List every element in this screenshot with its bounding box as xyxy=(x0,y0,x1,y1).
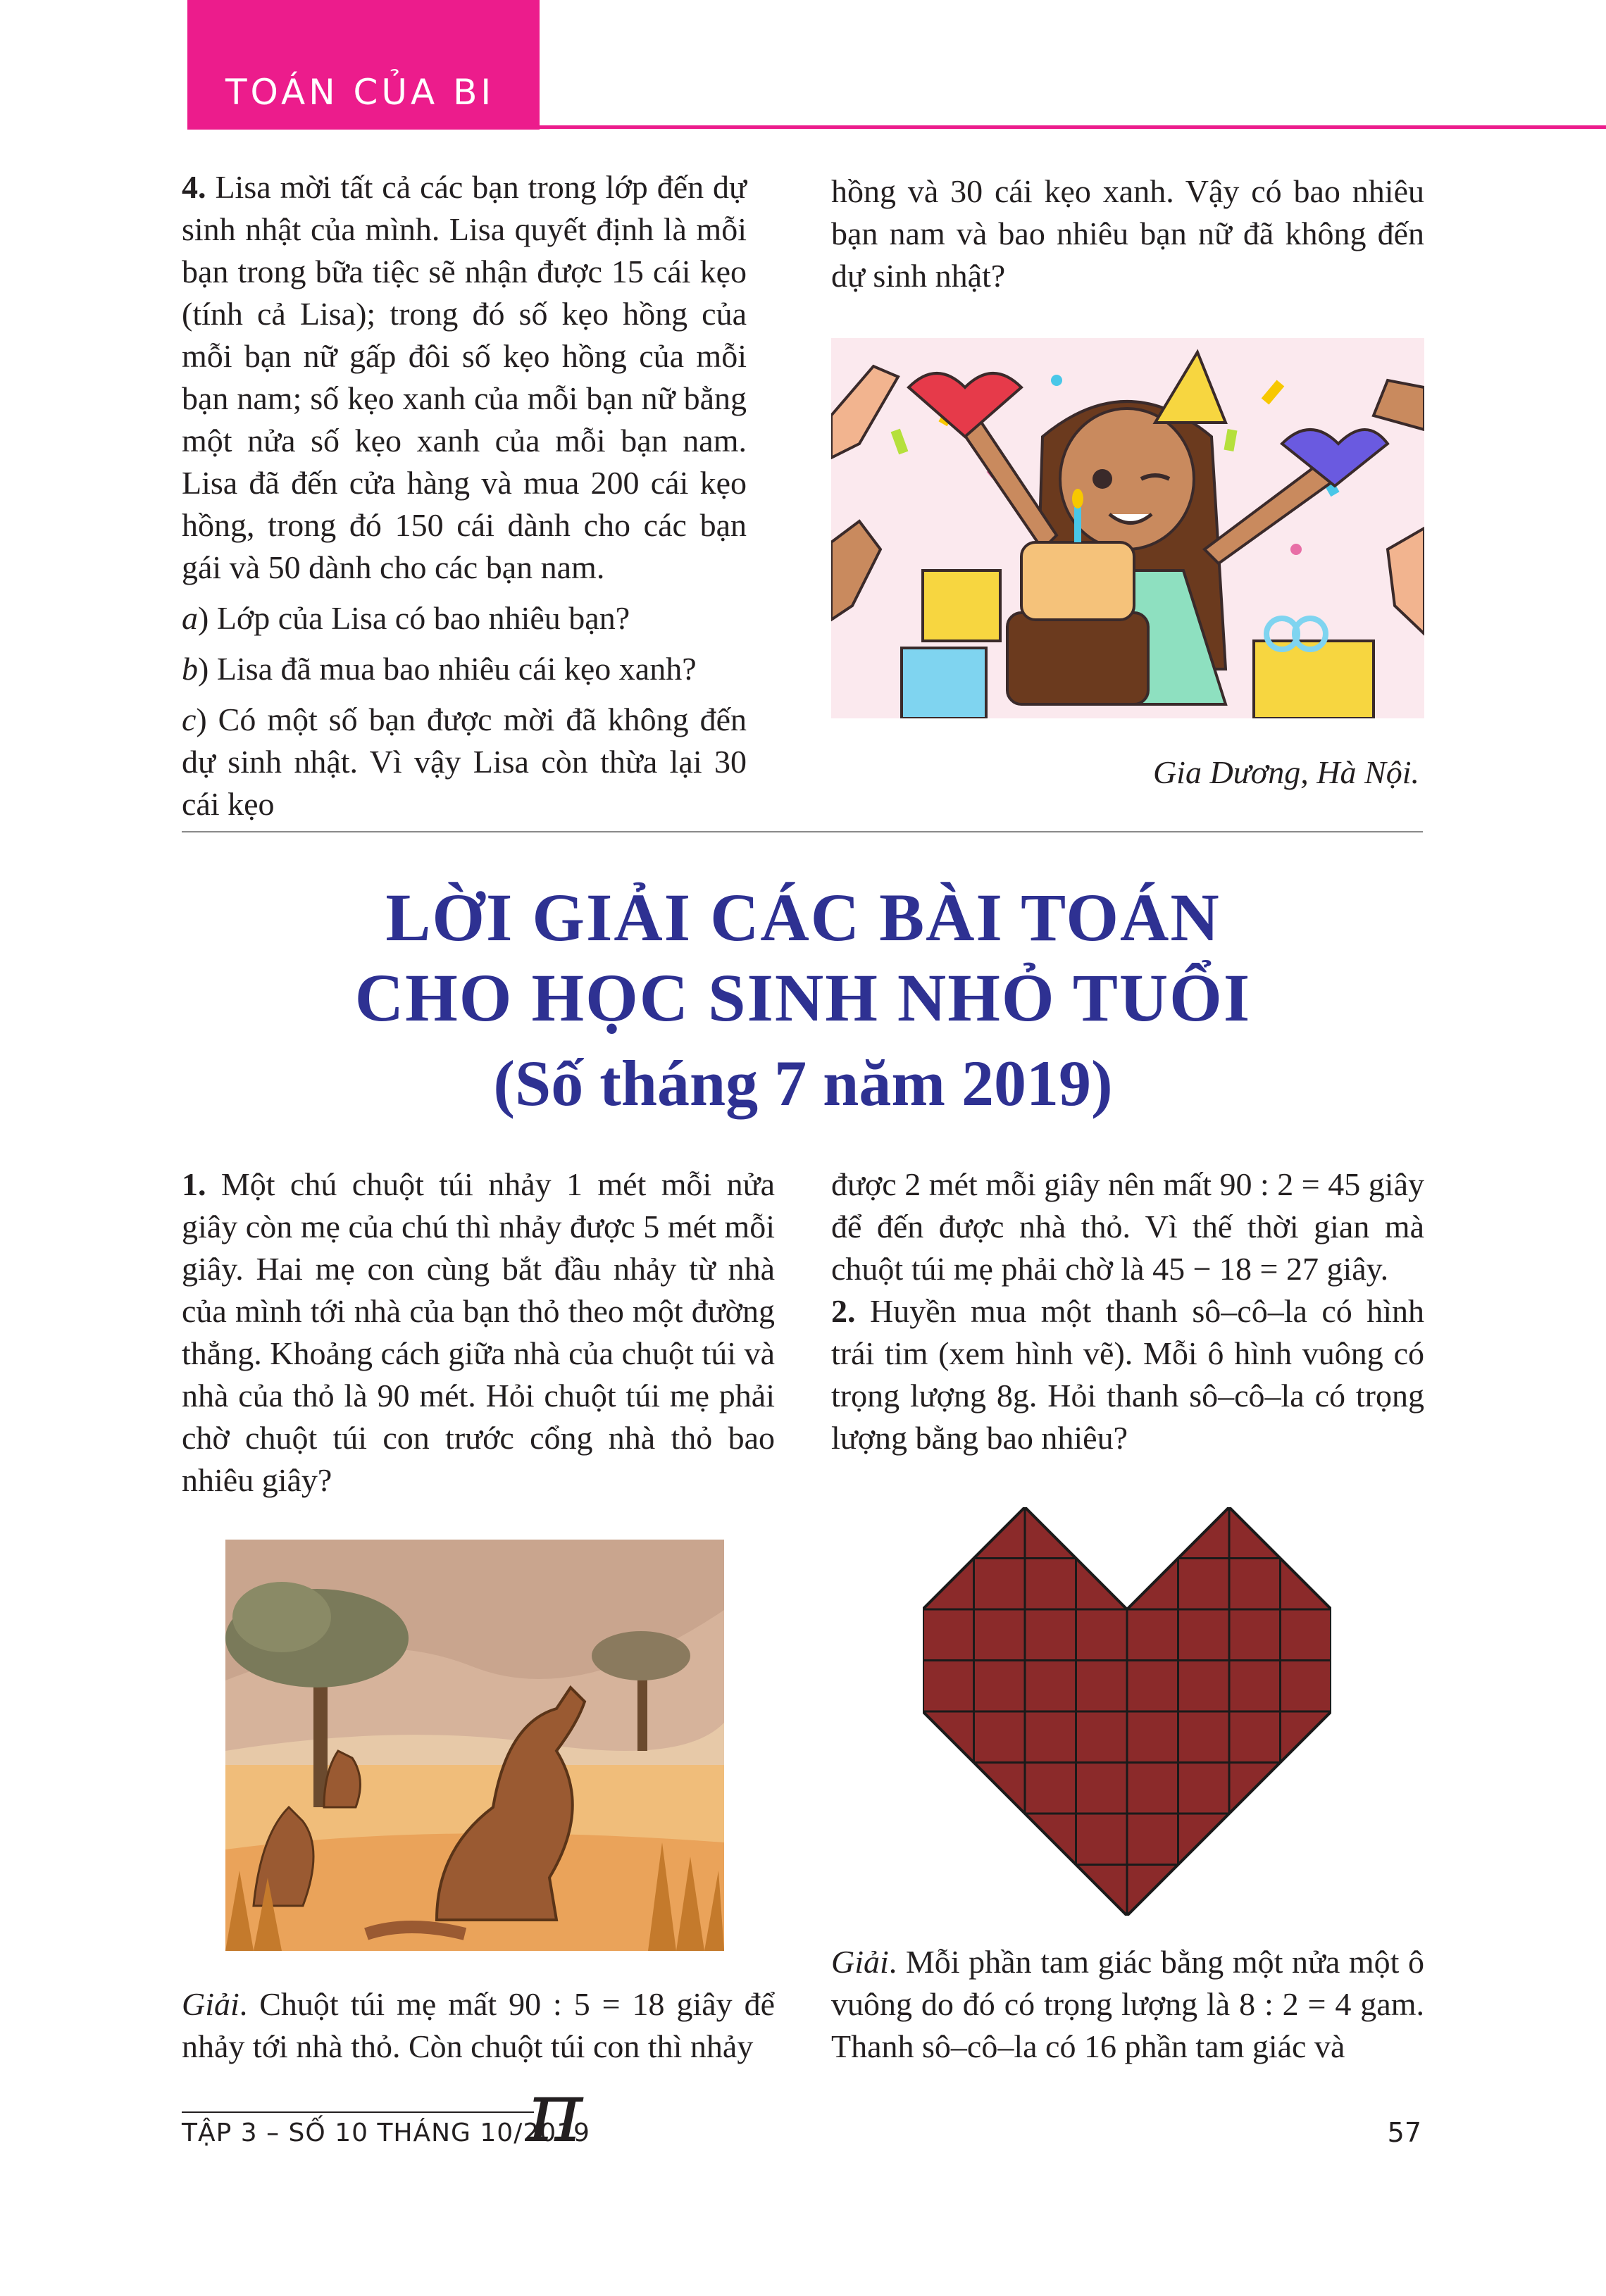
header-rule xyxy=(540,125,1606,129)
pi-logo: π xyxy=(527,2064,583,2161)
solution-label: Giải xyxy=(831,1944,889,1980)
problem4-body xyxy=(182,166,747,589)
solutions-title-line2: CHO HỌC SINH NHỎ TUỔI xyxy=(354,960,1252,1035)
problem4-column-right xyxy=(831,170,1424,297)
problem-number: 4. xyxy=(182,169,206,205)
problem1-column-right xyxy=(831,1163,1424,1459)
solutions-title-line1: LỜI GIẢI CÁC BÀI TOÁN xyxy=(385,880,1221,955)
problem-number: 1. xyxy=(182,1166,206,1202)
section-title: TOÁN CỦA BI xyxy=(225,72,495,113)
issue-info: TẬP 3 – SỐ 10 THÁNG 10/2019 xyxy=(182,2119,590,2147)
problem4-column-left xyxy=(182,166,747,825)
birthday-party-illustration xyxy=(831,338,1424,718)
kangaroo-illustration xyxy=(225,1540,724,1951)
problem2-solution: Giải. Mỗi phần tam giác bằng một nửa một ô vuông do đó có trọng lượng là 8 : 2 = 4 gam. Thanh sô–cô–la có 16 phần tam giác và xyxy=(831,1944,1424,2064)
problem4-credit: Gia Dương, Hà Nội. xyxy=(1152,754,1419,790)
problem1-column-left xyxy=(182,1163,775,1502)
problem1-solution-cont: được 2 mét mỗi giây nên mất 90 : 2 = 45 giây để đến được nhà thỏ. Vì thế thời gian mà chuột túi mẹ phải chờ là 45 − 18 = 27 giây. xyxy=(831,1166,1424,1287)
footer-rule xyxy=(182,2111,534,2113)
problem4-question-b: b) Lisa đã mua bao nhiêu cái kẹo xanh? xyxy=(182,651,697,687)
problem4-question-a: a) Lớp của Lisa có bao nhiêu bạn? xyxy=(182,600,630,636)
problem1-solution: Giải. Chuột túi mẹ mất 90 : 5 = 18 giây để nhảy tới nhà thỏ. Còn chuột túi con thì nhảy xyxy=(182,1986,775,2064)
page-number: 57 xyxy=(1387,2117,1421,2148)
problem4-question-c-cont: hồng và 30 cái kẹo xanh. Vậy có bao nhiêu bạn nam và bao nhiêu bạn nữ đã không đến dự sinh nhật? xyxy=(831,173,1424,294)
problem4-text: Lisa mời tất cả các bạn trong lớp đến dự sinh nhật của mình. Lisa quyết định là mỗi bạn trong bữa tiệc sẽ nhận được 15 cái kẹo (tính cả Lisa); trong đó số kẹo hồng của mỗi bạn nữ gấp đôi số kẹo hồng của mỗi bạn nam; số kẹo xanh của mỗi bạn nữ bằng một nửa số kẹo xanh của mỗi bạn nam. Lisa đã đến cửa hàng và mua 200 cái kẹo hồng, trong đó 150 cái dành cho các bạn gái và 50 dành cho các bạn nam. xyxy=(182,169,747,585)
problem4-question-c: c) Có một số bạn được mời đã không đến dự sinh nhật. Vì vậy Lisa còn thừa lại 30 cái kẹo xyxy=(182,701,747,822)
solutions-title-line3: (Số tháng 7 năm 2019) xyxy=(493,1047,1113,1119)
problem1-body: 1. Một chú chuột túi nhảy 1 mét mỗi nửa giây còn mẹ của chú thì nhảy được 5 mét mỗi giây. Hai mẹ con cùng bắt đầu nhảy từ nhà của mình tới nhà của bạn thỏ theo một đường thẳng. Khoảng cách giữa nhà của chuột túi và nhà của thỏ là 90 mét. Hỏi chuột túi mẹ phải chờ chuột túi con trước cổng nhà thỏ bao nhiêu giây? xyxy=(182,1166,775,1498)
problem2-body: 2. Huyền mua một thanh sô–cô–la có hình trái tim (xem hình vẽ). Mỗi ô hình vuông có trọng lượng 8g. Hỏi thanh sô–cô–la có trọng lượng bằng bao nhiêu? xyxy=(831,1293,1425,1456)
solution-label: Giải xyxy=(182,1986,239,2022)
heart-chocolate-grid xyxy=(923,1507,1331,1916)
section-header-tab xyxy=(187,0,540,130)
problem-number: 2. xyxy=(831,1293,856,1329)
section-divider xyxy=(182,831,1423,832)
